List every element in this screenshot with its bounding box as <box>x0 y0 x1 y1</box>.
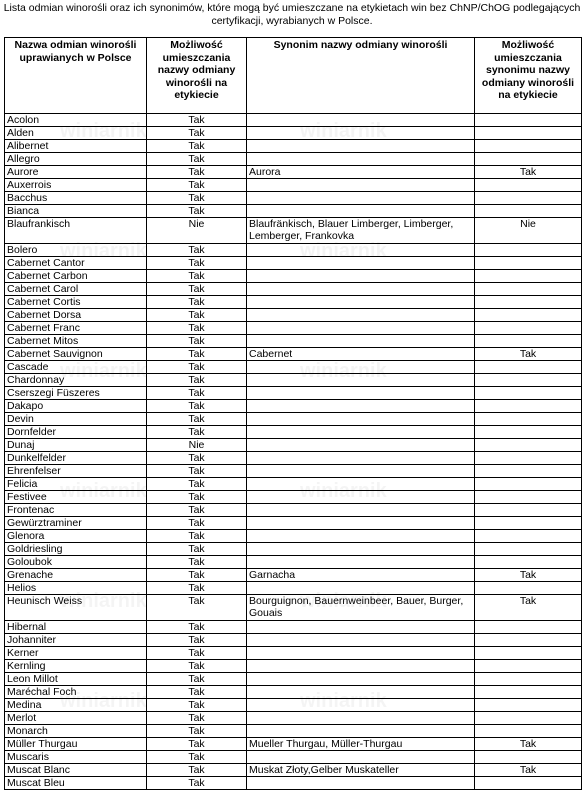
variety-name-cell: Grenache <box>5 569 147 582</box>
synonym-cell <box>247 283 475 296</box>
variety-allowed-cell: Tak <box>147 504 247 517</box>
variety-name-cell: Hibernal <box>5 621 147 634</box>
variety-name-cell: Cabernet Mitos <box>5 335 147 348</box>
table-row <box>5 647 582 660</box>
variety-allowed-cell: Tak <box>147 426 247 439</box>
variety-name-cell: Alden <box>5 127 147 140</box>
synonym-cell <box>247 712 475 725</box>
synonym-allowed-cell <box>475 296 582 309</box>
variety-name-cell: Monarch <box>5 725 147 738</box>
synonym-cell <box>247 413 475 426</box>
synonym-allowed-cell: Nie <box>475 218 582 244</box>
table-row <box>5 413 582 426</box>
synonym-cell <box>247 179 475 192</box>
synonym-allowed-cell <box>475 634 582 647</box>
header-synonym: Synonim nazwy odmiany winorośli <box>247 38 475 114</box>
variety-name-cell: Dunaj <box>5 439 147 452</box>
synonym-cell <box>247 530 475 543</box>
synonym-allowed-cell <box>475 335 582 348</box>
synonym-allowed-cell <box>475 361 582 374</box>
table-row <box>5 426 582 439</box>
synonym-cell <box>247 439 475 452</box>
variety-allowed-cell: Tak <box>147 725 247 738</box>
table-row <box>5 764 582 777</box>
variety-allowed-cell: Nie <box>147 218 247 244</box>
variety-name-cell: Merlot <box>5 712 147 725</box>
synonym-cell <box>247 465 475 478</box>
synonym-cell <box>247 374 475 387</box>
table-row <box>5 153 582 166</box>
variety-name-cell: Aurore <box>5 166 147 179</box>
variety-allowed-cell: Nie <box>147 439 247 452</box>
variety-name-cell: Allegro <box>5 153 147 166</box>
variety-allowed-cell: Tak <box>147 647 247 660</box>
synonym-allowed-cell <box>475 179 582 192</box>
synonym-allowed-cell <box>475 465 582 478</box>
synonym-cell <box>247 673 475 686</box>
synonym-allowed-cell <box>475 660 582 673</box>
table-row <box>5 725 582 738</box>
table-row <box>5 257 582 270</box>
synonym-allowed-cell <box>475 673 582 686</box>
variety-allowed-cell: Tak <box>147 673 247 686</box>
synonym-allowed-cell <box>475 127 582 140</box>
synonym-cell: Muskat Złoty,Gelber Muskateller <box>247 764 475 777</box>
synonym-cell <box>247 426 475 439</box>
synonym-cell <box>247 387 475 400</box>
variety-allowed-cell: Tak <box>147 348 247 361</box>
table-row <box>5 712 582 725</box>
variety-allowed-cell: Tak <box>147 530 247 543</box>
synonym-cell <box>247 517 475 530</box>
synonym-cell <box>247 140 475 153</box>
synonym-allowed-cell <box>475 283 582 296</box>
variety-name-cell: Medina <box>5 699 147 712</box>
variety-name-cell: Bolero <box>5 244 147 257</box>
variety-allowed-cell: Tak <box>147 335 247 348</box>
table-row <box>5 673 582 686</box>
table-row <box>5 166 582 179</box>
synonym-allowed-cell <box>475 582 582 595</box>
synonym-cell <box>247 582 475 595</box>
table-body <box>5 114 582 790</box>
variety-name-cell: Leon Millot <box>5 673 147 686</box>
variety-name-cell: Muscat Blanc <box>5 764 147 777</box>
variety-allowed-cell: Tak <box>147 569 247 582</box>
variety-allowed-cell: Tak <box>147 127 247 140</box>
table-row <box>5 478 582 491</box>
synonym-cell <box>247 322 475 335</box>
table-row <box>5 127 582 140</box>
variety-name-cell: Heunisch Weiss <box>5 595 147 621</box>
table-row <box>5 491 582 504</box>
table-row <box>5 244 582 257</box>
variety-allowed-cell: Tak <box>147 413 247 426</box>
synonym-allowed-cell <box>475 621 582 634</box>
table-row <box>5 582 582 595</box>
synonym-allowed-cell: Tak <box>475 764 582 777</box>
synonym-allowed-cell <box>475 699 582 712</box>
table-row <box>5 374 582 387</box>
table-row <box>5 387 582 400</box>
synonym-allowed-cell <box>475 322 582 335</box>
synonym-cell <box>247 270 475 283</box>
synonym-cell: Garnacha <box>247 569 475 582</box>
synonym-allowed-cell <box>475 413 582 426</box>
variety-allowed-cell: Tak <box>147 556 247 569</box>
variety-allowed-cell: Tak <box>147 257 247 270</box>
variety-allowed-cell: Tak <box>147 478 247 491</box>
variety-name-cell: Ehrenfelser <box>5 465 147 478</box>
variety-allowed-cell: Tak <box>147 244 247 257</box>
synonym-allowed-cell <box>475 374 582 387</box>
table-row <box>5 517 582 530</box>
variety-allowed-cell: Tak <box>147 465 247 478</box>
variety-allowed-cell: Tak <box>147 699 247 712</box>
synonym-allowed-cell <box>475 426 582 439</box>
synonym-allowed-cell <box>475 777 582 790</box>
variety-name-cell: Cabernet Cortis <box>5 296 147 309</box>
variety-allowed-cell: Tak <box>147 153 247 166</box>
table-row <box>5 751 582 764</box>
synonym-allowed-cell <box>475 686 582 699</box>
synonym-allowed-cell <box>475 530 582 543</box>
table-row <box>5 634 582 647</box>
synonym-cell <box>247 504 475 517</box>
variety-name-cell: Maréchal Foch <box>5 686 147 699</box>
document-caption: Lista odmian winorośli oraz ich synonimów, które mogą być umieszczane na etykietach win bez ChNP/ChOG podlegających certyfikacji, wyrabianych w Polsce. <box>3 2 581 27</box>
variety-name-cell: Goldriesling <box>5 543 147 556</box>
variety-allowed-cell: Tak <box>147 764 247 777</box>
variety-name-cell: Festivee <box>5 491 147 504</box>
variety-allowed-cell: Tak <box>147 296 247 309</box>
synonym-cell <box>247 660 475 673</box>
synonym-cell <box>247 309 475 322</box>
variety-name-cell: Cabernet Cantor <box>5 257 147 270</box>
variety-name-cell: Muscaris <box>5 751 147 764</box>
synonym-cell <box>247 621 475 634</box>
table-row <box>5 348 582 361</box>
synonym-allowed-cell <box>475 491 582 504</box>
synonym-cell: Blaufränkisch, Blauer Limberger, Limberger, Lemberger, Frankovka <box>247 218 475 244</box>
variety-allowed-cell: Tak <box>147 582 247 595</box>
variety-name-cell: Cabernet Carol <box>5 283 147 296</box>
variety-name-cell: Kerner <box>5 647 147 660</box>
synonym-allowed-cell <box>475 244 582 257</box>
variety-allowed-cell: Tak <box>147 283 247 296</box>
variety-name-cell: Muscat Bleu <box>5 777 147 790</box>
table-row <box>5 569 582 582</box>
table-row <box>5 322 582 335</box>
variety-name-cell: Cabernet Sauvignon <box>5 348 147 361</box>
variety-name-cell: Alibernet <box>5 140 147 153</box>
synonym-cell <box>247 153 475 166</box>
variety-name-cell: Auxerrois <box>5 179 147 192</box>
table-row <box>5 179 582 192</box>
synonym-cell <box>247 725 475 738</box>
table-row <box>5 556 582 569</box>
synonym-cell <box>247 114 475 127</box>
synonym-allowed-cell <box>475 192 582 205</box>
variety-name-cell: Frontenac <box>5 504 147 517</box>
table-row <box>5 452 582 465</box>
header-variety-name: Nazwa odmian winorośli uprawianych w Polsce <box>5 38 147 114</box>
table-row <box>5 296 582 309</box>
variety-allowed-cell: Tak <box>147 205 247 218</box>
synonym-cell <box>247 335 475 348</box>
variety-name-cell: Cabernet Dorsa <box>5 309 147 322</box>
variety-name-cell: Helios <box>5 582 147 595</box>
synonym-cell <box>247 777 475 790</box>
variety-allowed-cell: Tak <box>147 777 247 790</box>
variety-allowed-cell: Tak <box>147 361 247 374</box>
table-row <box>5 777 582 790</box>
synonym-cell <box>247 556 475 569</box>
synonym-cell <box>247 478 475 491</box>
synonym-allowed-cell <box>475 725 582 738</box>
variety-name-cell: Müller Thurgau <box>5 738 147 751</box>
synonym-allowed-cell: Tak <box>475 595 582 621</box>
variety-name-cell: Kernling <box>5 660 147 673</box>
variety-name-cell: Dakapo <box>5 400 147 413</box>
synonym-cell <box>247 751 475 764</box>
synonym-cell <box>247 634 475 647</box>
variety-name-cell: Dornfelder <box>5 426 147 439</box>
synonym-cell <box>247 491 475 504</box>
variety-allowed-cell: Tak <box>147 686 247 699</box>
variety-name-cell: Felicia <box>5 478 147 491</box>
table-header-row <box>5 38 582 114</box>
synonym-allowed-cell: Tak <box>475 166 582 179</box>
synonym-cell <box>247 205 475 218</box>
synonym-allowed-cell <box>475 556 582 569</box>
table-row <box>5 218 582 244</box>
table-row <box>5 660 582 673</box>
synonym-allowed-cell <box>475 257 582 270</box>
grape-varieties-table <box>4 37 582 790</box>
table-row <box>5 595 582 621</box>
table-row <box>5 270 582 283</box>
variety-allowed-cell: Tak <box>147 712 247 725</box>
synonym-cell <box>247 257 475 270</box>
synonym-allowed-cell <box>475 387 582 400</box>
synonym-cell <box>247 452 475 465</box>
synonym-allowed-cell: Tak <box>475 569 582 582</box>
table-row <box>5 309 582 322</box>
variety-allowed-cell: Tak <box>147 517 247 530</box>
variety-name-cell: Blaufrankisch <box>5 218 147 244</box>
synonym-allowed-cell <box>475 647 582 660</box>
table-row <box>5 530 582 543</box>
synonym-allowed-cell <box>475 452 582 465</box>
synonym-allowed-cell <box>475 751 582 764</box>
synonym-allowed-cell <box>475 504 582 517</box>
table-row <box>5 114 582 127</box>
table-row <box>5 140 582 153</box>
synonym-cell <box>247 296 475 309</box>
synonym-cell <box>247 361 475 374</box>
table-row <box>5 192 582 205</box>
variety-name-cell: Glenora <box>5 530 147 543</box>
table-row <box>5 335 582 348</box>
variety-allowed-cell: Tak <box>147 491 247 504</box>
variety-name-cell: Goloubok <box>5 556 147 569</box>
variety-allowed-cell: Tak <box>147 751 247 764</box>
table-row <box>5 699 582 712</box>
synonym-allowed-cell <box>475 400 582 413</box>
variety-name-cell: Gewürztraminer <box>5 517 147 530</box>
variety-name-cell: Cabernet Franc <box>5 322 147 335</box>
synonym-allowed-cell <box>475 114 582 127</box>
variety-allowed-cell: Tak <box>147 114 247 127</box>
variety-allowed-cell: Tak <box>147 166 247 179</box>
table-row <box>5 465 582 478</box>
variety-allowed-cell: Tak <box>147 621 247 634</box>
synonym-allowed-cell <box>475 439 582 452</box>
synonym-cell <box>247 647 475 660</box>
variety-name-cell: Cabernet Carbon <box>5 270 147 283</box>
synonym-cell: Bourguignon, Bauernweinbeer, Bauer, Burger, Gouais <box>247 595 475 621</box>
synonym-allowed-cell <box>475 712 582 725</box>
synonym-cell <box>247 127 475 140</box>
synonym-cell <box>247 192 475 205</box>
synonym-allowed-cell <box>475 153 582 166</box>
table-row <box>5 205 582 218</box>
header-synonym-allowed: Możliwość umieszczania synonimu nazwy odmiany winorośli na etykiecie <box>475 38 582 114</box>
table-row <box>5 686 582 699</box>
synonym-cell: Cabernet <box>247 348 475 361</box>
table-row <box>5 439 582 452</box>
table-row <box>5 543 582 556</box>
synonym-allowed-cell <box>475 478 582 491</box>
variety-allowed-cell: Tak <box>147 140 247 153</box>
table-row <box>5 504 582 517</box>
synonym-allowed-cell: Tak <box>475 348 582 361</box>
synonym-cell <box>247 400 475 413</box>
variety-allowed-cell: Tak <box>147 595 247 621</box>
variety-allowed-cell: Tak <box>147 387 247 400</box>
table-row <box>5 621 582 634</box>
synonym-allowed-cell <box>475 309 582 322</box>
variety-name-cell: Chardonnay <box>5 374 147 387</box>
synonym-cell <box>247 543 475 556</box>
synonym-allowed-cell <box>475 205 582 218</box>
variety-allowed-cell: Tak <box>147 192 247 205</box>
synonym-cell <box>247 686 475 699</box>
variety-name-cell: Dunkelfelder <box>5 452 147 465</box>
table-row <box>5 400 582 413</box>
variety-allowed-cell: Tak <box>147 179 247 192</box>
variety-name-cell: Acolon <box>5 114 147 127</box>
variety-allowed-cell: Tak <box>147 400 247 413</box>
variety-allowed-cell: Tak <box>147 322 247 335</box>
variety-name-cell: Cascade <box>5 361 147 374</box>
variety-allowed-cell: Tak <box>147 452 247 465</box>
table-row <box>5 738 582 751</box>
variety-allowed-cell: Tak <box>147 543 247 556</box>
synonym-allowed-cell <box>475 543 582 556</box>
variety-name-cell: Bianca <box>5 205 147 218</box>
variety-allowed-cell: Tak <box>147 738 247 751</box>
synonym-allowed-cell <box>475 517 582 530</box>
synonym-allowed-cell <box>475 140 582 153</box>
table-row <box>5 283 582 296</box>
variety-allowed-cell: Tak <box>147 634 247 647</box>
variety-name-cell: Devin <box>5 413 147 426</box>
variety-name-cell: Cserszegi Füszeres <box>5 387 147 400</box>
variety-allowed-cell: Tak <box>147 374 247 387</box>
table-row <box>5 361 582 374</box>
synonym-cell: Mueller Thurgau, Müller-Thurgau <box>247 738 475 751</box>
variety-allowed-cell: Tak <box>147 660 247 673</box>
synonym-allowed-cell <box>475 270 582 283</box>
variety-name-cell: Bacchus <box>5 192 147 205</box>
synonym-cell <box>247 699 475 712</box>
synonym-cell: Aurora <box>247 166 475 179</box>
variety-allowed-cell: Tak <box>147 309 247 322</box>
header-variety-allowed: Możliwość umieszczania nazwy odmiany winorośli na etykiecie <box>147 38 247 114</box>
variety-allowed-cell: Tak <box>147 270 247 283</box>
variety-name-cell: Johanniter <box>5 634 147 647</box>
synonym-allowed-cell: Tak <box>475 738 582 751</box>
synonym-cell <box>247 244 475 257</box>
